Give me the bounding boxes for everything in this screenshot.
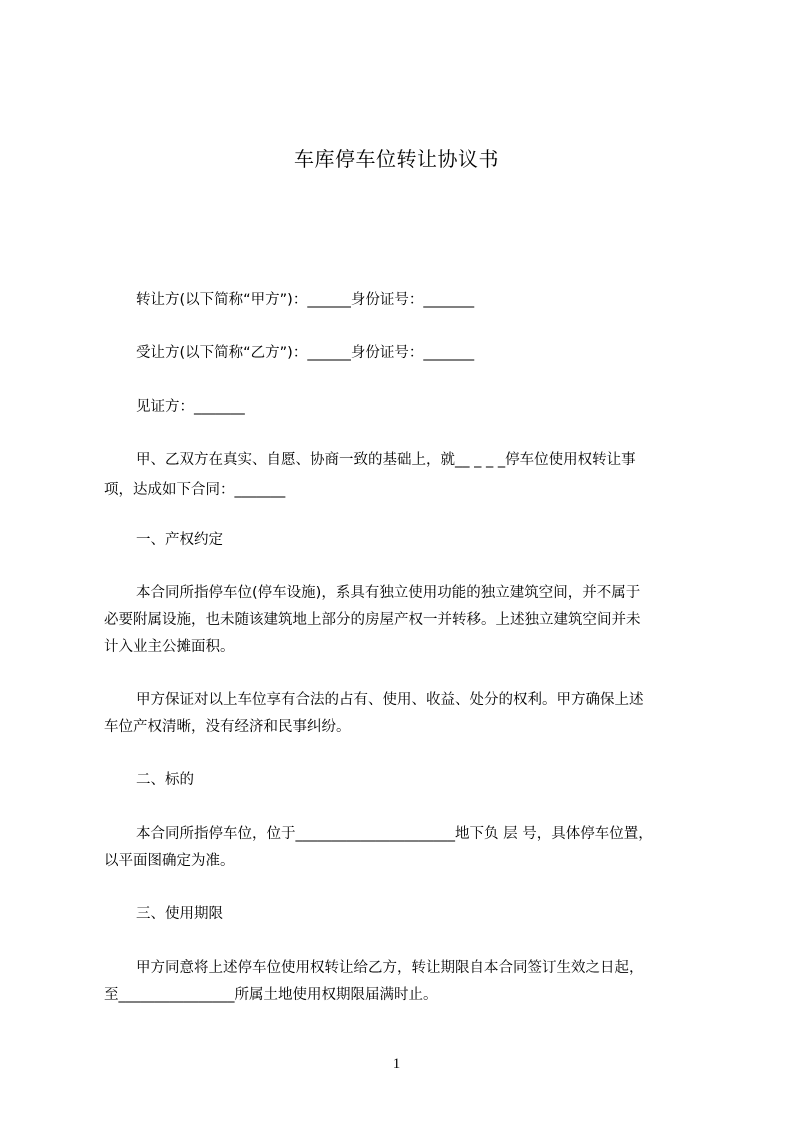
section-2-para-1-line-2: 以平面图确定为准。: [104, 853, 235, 869]
intro-line-2: 项，达成如下合同：_______: [104, 482, 286, 498]
section-3-para-1-line-2: 至________________所属土地使用权期限届满时止。: [104, 987, 438, 1003]
section-1-para-2-line-1: 甲方保证对以上车位享有合法的占有、使用、收益、处分的权利。甲方确保上述: [136, 692, 644, 708]
section-3-heading: 三、使用期限: [136, 906, 223, 922]
section-1-para-2-line-2: 车位产权清晰，没有经济和民事纠纷。: [104, 719, 351, 735]
section-1-heading: 一、产权约定: [136, 532, 223, 548]
section-3-para-1-line-1: 甲方同意将上述停车位使用权转让给乙方，转让期限自本合同签订生效之日起，: [136, 960, 644, 976]
document-title: 车库停车位转让协议书: [294, 147, 499, 171]
page-number: 1: [392, 1056, 401, 1072]
transferor-line: 转让方(以下简称“甲方”)：______身份证号：_______: [136, 292, 475, 308]
intro-line-1: 甲、乙双方在真实、自愿、协商一致的基础上，就__ _ _ _停车位使用权转让事: [136, 452, 636, 468]
section-1-para-1-line-2: 必要附属设施，也未随该建筑地上部分的房屋产权一并转移。上述独立建筑空间并未: [104, 612, 641, 628]
section-1-para-1-line-3: 计入业主公摊面积。: [104, 639, 235, 655]
section-2-para-1-line-1: 本合同所指停车位，位于______________________地下负 层 号，具体停车位置，: [136, 826, 653, 842]
witness-line: 见证方：_______: [136, 399, 245, 415]
section-2-heading: 二、标的: [136, 772, 194, 788]
transferee-line: 受让方(以下简称“乙方”)：______身份证号：_______: [136, 345, 475, 361]
section-1-para-1-line-1: 本合同所指停车位(停车设施)，系具有独立使用功能的独立建筑空间，并不属于: [136, 585, 641, 601]
